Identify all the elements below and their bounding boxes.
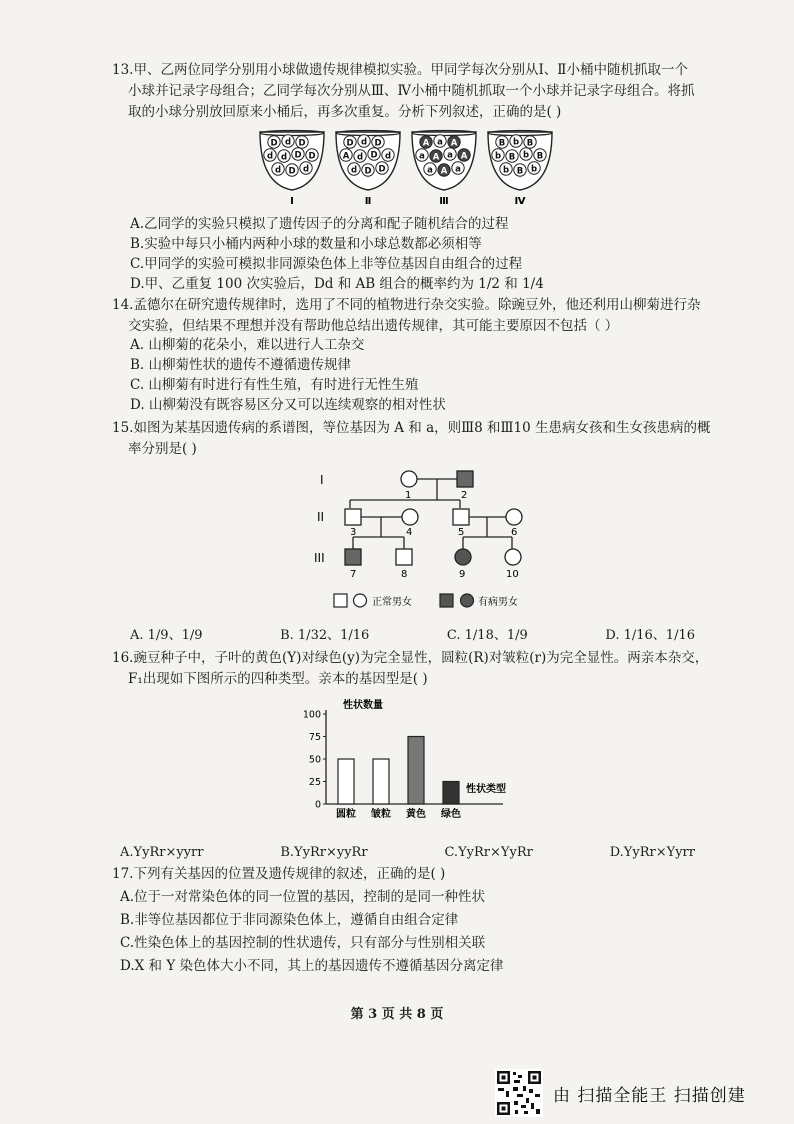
q15-stem-line: 率分别是( ): [128, 441, 197, 457]
q14-stem-line: 14.孟德尔在研究遗传规律时，选用了不同的植物进行杂交实验。除豌豆外，他还利用山柳菊进行杂: [112, 297, 701, 313]
ball-letter: D: [346, 138, 354, 149]
q14-options: [130, 335, 690, 415]
q13-option-a: A.乙同学的实验只模拟了遗传因子的分离和配子随机结合的过程: [130, 216, 509, 232]
ball-letter: D: [308, 151, 316, 162]
q16-option-d: D.YyRr×Yyrr: [609, 845, 695, 860]
q17-stem: 17.下列有关基因的位置及遗传规律的叙述，正确的是( ): [112, 866, 446, 882]
y-tick-label: 75: [308, 732, 321, 743]
bucket-1: [260, 131, 324, 208]
individual-3-normal-male: [345, 509, 361, 525]
individual-2-affected-male: [457, 471, 473, 487]
individual-label-4: 4: [406, 527, 413, 538]
ball-letter: A: [342, 151, 350, 162]
ball-letter: d: [284, 137, 292, 148]
chart-xlabel: 性状类型: [466, 784, 506, 795]
bucket-figure: [258, 128, 558, 208]
individual-label-7: 7: [350, 569, 357, 580]
x-tick-label: 黄色: [406, 809, 426, 820]
ball-letter: b: [512, 137, 520, 148]
q14-stem-line: 交实验，但结果不理想并没有帮助他总结出遗传规律，其可能主要原因不包括（ ）: [128, 318, 619, 334]
scanner-watermark: [495, 1065, 785, 1121]
ball-letter: D: [364, 166, 372, 177]
ball-letter: A: [432, 152, 440, 163]
q16-stem-line: F₁出现如下图所示的四种类型。亲本的基因型是( ): [128, 671, 428, 687]
ball-letter: b: [502, 165, 510, 176]
q16-options: [120, 842, 695, 863]
q13-option-d: D.甲、乙重复 100 次实验后，Dd 和 AB 组合的概率约为 1/2 和 1/4: [130, 276, 544, 292]
q13-stem-line: 13.甲、乙两位同学分别用小球做遗传规律模拟实验。甲同学每次分别从Ⅰ、Ⅱ小桶中随机抓取一个: [112, 62, 688, 78]
question-16: [112, 648, 732, 690]
q17-option-d: D.X 和 Y 染色体大小不同，其上的基因遗传不遵循基因分离定律: [120, 958, 504, 974]
q16-option-a: A.YyRr×yyrr: [120, 845, 204, 860]
q13-stem-line: 小球并记录字母组合；乙同学每次分别从Ⅲ、Ⅳ小桶中随机抓取一个小球并记录字母组合。将抓: [128, 83, 695, 99]
bucket-3: [412, 131, 476, 208]
q16-option-b: B.YyRr×yyRr: [280, 845, 368, 860]
ball-letter: A: [450, 138, 458, 149]
q15-options: [130, 625, 695, 646]
ball-letter: D: [374, 138, 382, 149]
q15-option-c: C. 1/18、1/9: [446, 628, 528, 643]
ball-letter: D: [298, 138, 306, 149]
gen-label-1: I: [320, 473, 324, 487]
bucket-label: Ⅲ: [439, 196, 449, 207]
ball-letter: d: [360, 137, 368, 148]
q15-option-a: A. 1/9、1/9: [130, 628, 203, 643]
ball-letter: a: [427, 165, 433, 176]
ball-letter: A: [460, 151, 468, 162]
individual-label-2: 2: [461, 490, 468, 501]
qr-code-icon: [495, 1069, 543, 1117]
question-14: [112, 295, 712, 337]
q13-option-c: C.甲同学的实验可模拟非同源染色体上非等位基因自由组合的过程: [130, 256, 523, 272]
legend-affected-male-icon: [440, 594, 453, 607]
ball-letter: B: [536, 151, 544, 162]
ball-letter: b: [494, 151, 502, 162]
bar-1: [338, 759, 354, 804]
q14-option-a: A. 山柳菊的花朵小，难以进行人工杂交: [130, 337, 365, 353]
individual-5-normal-male: [453, 509, 469, 525]
q14-option-d: D. 山柳菊没有既容易区分又可以连续观察的相对性状: [130, 397, 446, 413]
y-tick-label: 100: [302, 709, 321, 721]
q16-stem-line: 16.豌豆种子中，子叶的黄色(Y)对绿色(y)为完全显性，圆粒(R)对皱粒(r)为完全显性。两亲本杂交，: [112, 650, 709, 666]
ball-letter: b: [530, 164, 538, 175]
ball-letter: D: [288, 166, 296, 177]
bar-3: [408, 737, 424, 805]
q14-option-c: C. 山柳菊有时进行有性生殖，有时进行无性生殖: [130, 377, 419, 393]
legend-affected-female-icon: [461, 594, 474, 607]
ball-letter: d: [350, 165, 358, 176]
ball-letter: a: [419, 151, 425, 162]
bucket-label: Ⅳ: [514, 196, 526, 207]
individual-label-9: 9: [459, 569, 466, 580]
bar-4: [443, 782, 459, 805]
ball-letter: D: [370, 150, 378, 161]
individual-7-affected-male: [345, 549, 361, 565]
ball-letter: a: [455, 164, 461, 175]
legend-affected-label: 有病男女: [478, 597, 518, 608]
q15-stem-line: 15.如图为某基因遗传病的系谱图，等位基因为 A 和 a，则Ⅲ8 和Ⅲ10 生患病女孩和生女孩患病的概: [112, 420, 711, 436]
x-tick-label: 皱粒: [371, 809, 391, 820]
ball-letter: b: [522, 150, 530, 161]
page-footer: 第 3 页 共 8 页: [350, 1007, 444, 1022]
ball-letter: a: [447, 150, 453, 161]
legend-normal-male-icon: [334, 594, 347, 607]
y-tick-label: 50: [308, 754, 321, 766]
ball-letter: A: [422, 138, 430, 149]
bucket-label: Ⅰ: [290, 196, 294, 207]
individual-10-normal-female: [505, 549, 521, 565]
question-13: [112, 60, 702, 123]
q17-option-b: B.非等位基因都位于非同源染色体上，遵循自由组合定律: [120, 912, 459, 928]
bar-2: [373, 759, 389, 804]
chart-ylabel: 性状数量: [343, 700, 383, 711]
bucket-label: Ⅱ: [364, 196, 372, 207]
individual-9-affected-female: [455, 549, 471, 565]
trait-bar-chart: [298, 694, 528, 824]
individual-label-8: 8: [401, 569, 408, 580]
ball-letter: D: [270, 138, 278, 149]
y-tick-label: 25: [308, 777, 321, 788]
question-15: [112, 418, 712, 460]
q17-options: [120, 886, 680, 978]
bucket-2: [336, 131, 400, 208]
ball-letter: d: [384, 151, 392, 162]
q14-option-b: B. 山柳菊性状的遗传不遵循遗传规律: [130, 357, 352, 373]
legend-normal-female-icon: [354, 594, 367, 607]
individual-label-1: 1: [405, 490, 412, 501]
ball-letter: d: [280, 152, 288, 163]
q17-option-a: A.位于一对常染色体的同一位置的基因，控制的是同一种性状: [120, 889, 486, 905]
ball-letter: d: [266, 151, 274, 162]
individual-4-normal-female: [402, 509, 418, 525]
ball-letter: d: [274, 165, 282, 176]
scanner-text: 由 扫描全能王 扫描创建: [553, 1085, 746, 1106]
x-tick-label: 圆粒: [336, 809, 356, 820]
question-17: [112, 864, 712, 885]
q13-option-b: B.实验中每只小桶内两种小球的数量和小球总数都必须相等: [130, 236, 482, 252]
pedigree-diagram: [300, 462, 600, 612]
individual-6-normal-female: [506, 509, 522, 525]
q16-option-c: C.YyRr×YyRr: [444, 845, 533, 860]
ball-letter: a: [437, 137, 443, 148]
ball-letter: B: [526, 138, 534, 149]
ball-letter: d: [302, 164, 310, 175]
individual-label-5: 5: [458, 527, 465, 538]
individual-1-normal-female: [401, 471, 417, 487]
individual-8-normal-male: [396, 549, 412, 565]
y-tick-label: 0: [314, 799, 321, 811]
legend-normal-label: 正常男女: [372, 597, 412, 608]
ball-letter: d: [356, 152, 364, 163]
gen-label-2: II: [317, 510, 325, 524]
q13-stem-line: 取的小球分别放回原来小桶后，再多次重复。分析下列叙述，正确的是( ): [128, 104, 562, 120]
individual-label-10: 10: [506, 569, 519, 580]
individual-label-3: 3: [350, 527, 357, 538]
q15-option-d: D. 1/16、1/16: [605, 628, 695, 643]
bucket-4: [488, 131, 552, 208]
q17-option-c: C.性染色体上的基因控制的性状遗传，只有部分与性别相关联: [120, 935, 486, 951]
q13-options: [130, 214, 690, 294]
ball-letter: D: [378, 164, 386, 175]
ball-letter: D: [294, 150, 302, 161]
ball-letter: B: [508, 152, 516, 163]
x-tick-label: 绿色: [441, 809, 461, 820]
gen-label-3: III: [314, 551, 325, 565]
ball-letter: B: [516, 166, 524, 177]
individual-label-6: 6: [511, 527, 518, 538]
q15-option-b: B. 1/32、1/16: [280, 628, 370, 643]
ball-letter: B: [498, 138, 506, 149]
ball-letter: A: [440, 166, 448, 177]
